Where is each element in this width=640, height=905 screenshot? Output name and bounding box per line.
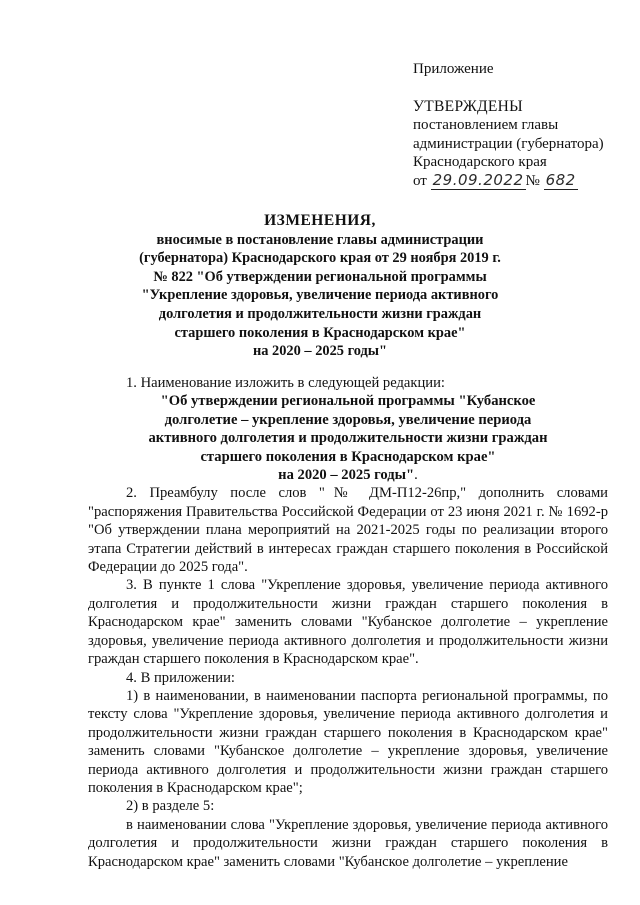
- title-line: № 822 "Об утверждении региональной программы: [153, 268, 487, 285]
- title-line: (губернатора) Краснодарского края от 29 ноября 2019 г.: [139, 250, 501, 267]
- new-title-line-last: [88, 466, 608, 484]
- approved-heading: УТВЕРЖДЕНЫ: [413, 98, 523, 116]
- new-title-period: .: [414, 467, 418, 484]
- new-title-line: долголетие – укрепление здоровья, увеличение периода: [164, 411, 532, 428]
- paragraph-4-2: 2) в разделе 5:: [126, 798, 215, 815]
- paragraph-1: 1. Наименование изложить в следующей редакции:: [126, 375, 445, 391]
- approval-line: Краснодарского края: [413, 153, 547, 170]
- handwritten-date: 29.09.2022: [432, 171, 524, 190]
- title-line: "Укрепление здоровья, увеличение периода активного: [141, 287, 499, 304]
- appendix-label: Приложение: [413, 61, 494, 77]
- new-title-line: активного долголетия и продолжительности жизни граждан: [148, 430, 548, 447]
- approval-date-row: [413, 171, 633, 190]
- title-line: на 2020 – 2025 годы": [252, 343, 388, 360]
- title-line: долголетия и продолжительности жизни граждан: [158, 305, 482, 322]
- paragraph-3: 3. В пункте 1 слова "Укрепление здоровья, увеличение периода активного долголетия и продолжительности жизни граждан старшего поколения в Краснодарском крае" заменить словами "Кубанское долголетие – укрепление здоровья, увеличение периода активного долголетия и продолжительности жизни граждан старшего поколения в Краснодарском крае".: [88, 577, 608, 668]
- paragraph-2: 2. Преамбулу после слов "№ ДМ-П12-26пр," дополнить словами "распоряжения Правительства Российской Федерации от 23 июня 2021 г. № 1692-р "Об утверждении плана мероприятий на 2021-2025 годы по реализации второго этапа Стратегии действий в интересах граждан старшего поколения в Российской Федерации до 2025 года".: [88, 485, 608, 576]
- paragraph-4-2-a: в наименовании слова "Укрепление здоровья, увеличение периода активного долголетия и продолжительности жизни граждан старшего поколения в Краснодарском крае" заменить словами "Кубанское долголетие – укрепление: [88, 816, 608, 870]
- approval-line: администрации (губернатора): [413, 135, 604, 152]
- new-program-title: [88, 392, 608, 484]
- paragraph-4: 4. В приложении:: [126, 669, 235, 686]
- approval-line: постановлением главы: [413, 117, 559, 134]
- handwritten-number: 682: [545, 171, 576, 190]
- approval-block: [413, 60, 633, 190]
- document-title: [120, 212, 520, 361]
- title-line: старшего поколения в Краснодарском крае": [174, 324, 466, 341]
- title-line: вносимые в постановление главы администрации: [156, 231, 484, 248]
- paragraph-4-1: 1) в наименовании, в наименовании паспорта региональной программы, по тексту слова "Укрепление здоровья, увеличение периода активного долголетия и продолжительности жизни граждан старшего поколения в Краснодарском крае" заменить словами "Кубанское долголетие – укрепление здоровья, увеличение периода активного долголетия и продолжительности жизни граждан старшего поколения в Краснодарском крае";: [88, 687, 608, 796]
- title-main: ИЗМЕНЕНИЯ,: [264, 212, 376, 229]
- date-prefix: от: [413, 173, 427, 190]
- number-prefix: №: [525, 173, 540, 190]
- document-body: [88, 374, 608, 871]
- new-title-line: на 2020 – 2025 годы": [278, 467, 415, 484]
- new-title-line: "Об утверждении региональной программы "Кубанское: [160, 393, 536, 410]
- new-title-line: старшего поколения в Краснодарском крае": [200, 448, 496, 465]
